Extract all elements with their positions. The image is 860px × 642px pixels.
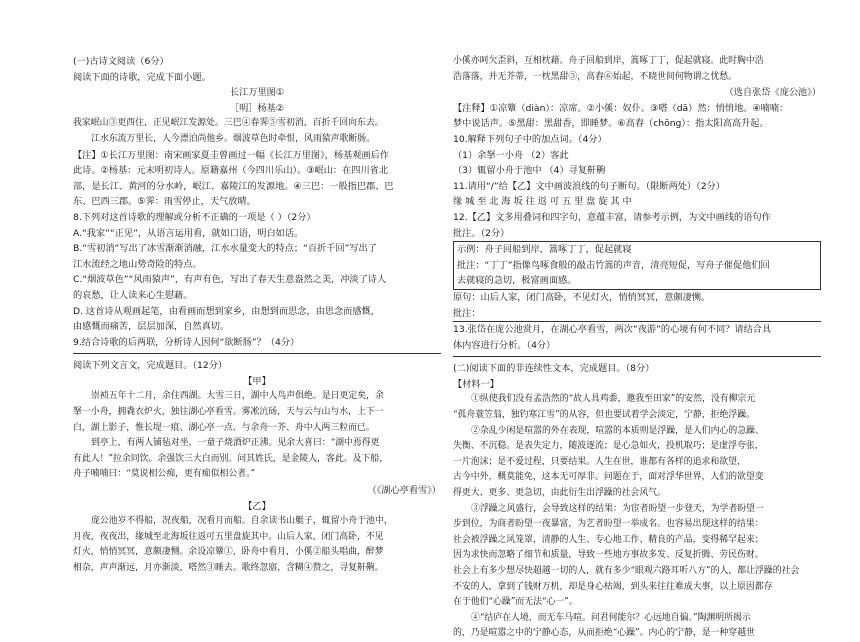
right-line: 得更大、更多、更急切，由此衍生出浮躁的社会风气。 bbox=[453, 488, 666, 499]
left-line: ［明］杨基② bbox=[229, 102, 285, 114]
right-line: ③浮躁之风盛行，会导致这样的结果：为宦者盼望一步登天，为学者盼望一 bbox=[471, 503, 764, 514]
right-line: （选自张岱《庞公池》） bbox=[724, 87, 821, 99]
right-line: 古今中外，概莫能免，这本无可厚非。问题在于，面对浮华世界，人们的欲望变 bbox=[453, 472, 764, 483]
right-line: 浩落落，并无芥蒂，一枕黑甜⑤，高舂⑥始起，不晓世间何物谓之忧愁。 bbox=[453, 71, 737, 82]
left-line: 拏一小舟，拥毳衣炉火，独往湖心亭看雪。雾凇沆砀，天与云与山与水，上下一 bbox=[73, 407, 384, 418]
left-line: 此诗。②杨基：元末明初诗人。原籍嘉州（今四川乐山）。③岷山：在四川省北 bbox=[73, 165, 389, 177]
left-line: 9.结合诗歌的后两联，分析诗人因何“欲断肠”？（4分） bbox=[73, 336, 300, 348]
left-line: 有此人！”拉余同饮。余强饮三大白而别。问其姓氏，是金陵人，客此。及下船， bbox=[73, 453, 389, 464]
right-line: 12.【乙】文多用叠词和四字句，意蕴丰富，请参考示例，为文中画线的语句作 bbox=[453, 211, 771, 223]
left-line: 到亭上，有两人铺毡对坐，一童子烧酒炉正沸。见余大喜曰：“湖中焉得更 bbox=[91, 438, 380, 449]
left-line: 8.下列对这首诗歌的理解或分析不正确的一项是（ ）（2分） bbox=[73, 211, 316, 223]
left-line: 灯火，悄悄冥冥，意颇凄恻。余设凉簟①，卧舟中看月，小傒②船头唱曲，醉梦 bbox=[73, 547, 384, 558]
right-line: 【材料一】 bbox=[453, 378, 499, 390]
right-line: （3）辄留小舟于池中 （4）寻复鼾齁 bbox=[453, 165, 606, 177]
right-line: （1）余拏一小舟 （2）客此 bbox=[453, 149, 569, 161]
left-line: 东、巴西三郡。⑤霁：雨雪停止，天气放晴。 bbox=[73, 196, 256, 208]
left-line: 长江万里图① bbox=[229, 87, 285, 99]
right-column bbox=[453, 54, 821, 642]
right-line: 因为求快而忽略了细节和质量，导致一些地方事故多发、反复折腾、劳民伤财。 bbox=[453, 550, 764, 561]
right-line: 的，乃是喧嚣之中的宁静心态，从而拒绝“心躁”。内心的宁静，是一种穿越世 bbox=[453, 628, 755, 639]
left-line: 我家岷山③更西住，正见岷江发源处。三巴④春霁⑤雪初消，百折千回向东去。 bbox=[73, 118, 384, 129]
right-line: 缘 城 至 北 海 坂 往 返 可 五 里 盘 旋 其 中 bbox=[453, 196, 632, 208]
right-line: 批注： bbox=[453, 306, 821, 323]
left-line: 相杂，声声渐远，月亦渐淡，嗒然③睡去。歌终忽寤，含糊④赞之，寻复鼾齁。 bbox=[73, 563, 384, 573]
left-line bbox=[73, 353, 441, 354]
left-line: 由感慨而痛苦，层层加深，自然真切。 bbox=[73, 321, 230, 333]
right-line: 去就寝的急切，极富画面感。 bbox=[453, 273, 821, 290]
right-line: 在于他们“心躁”而无法“心一”。 bbox=[453, 597, 578, 608]
right-line: 社会被浮躁之风笼罩，清静的人生、专心地工作、精良的产品，变得稀罕起来； bbox=[453, 534, 764, 545]
left-line: 【乙】 bbox=[243, 500, 271, 512]
left-line: D. 这首诗从观画起笔，由看画而想到家乡，由想到而思念，由思念而感慨， bbox=[73, 305, 380, 317]
right-line: 体内容进行分析。（4分） bbox=[453, 339, 556, 351]
right-line: (二)阅读下面的非连续性文本，完成题目。（8分） bbox=[453, 363, 655, 375]
left-line: 阅读下面的诗歌，完成下面小题。 bbox=[73, 71, 211, 83]
left-line: 庞公池岁不得船，况夜船，况看月而船。自余读书山艇子，辄留小舟于池中， bbox=[91, 516, 393, 527]
left-line: 月夜，夜夜出，缘城至北海坂往返可五里盘旋其中。山后人家，闭门高卧，不见 bbox=[73, 531, 384, 542]
left-line: 【注】①长江万里图：南宋画家夏圭曾画过一幅《长江万里图》，杨基观画后作 bbox=[73, 149, 390, 161]
right-line: 11.请用“/”给【乙】文中画波浪线的句子断句。（限断两处）（2分） bbox=[453, 180, 725, 192]
left-line: 江水东流万里长，人今漂泊尚他乡。烟波草色时牵恨，风雨猿声歌断肠。 bbox=[91, 133, 375, 144]
left-line: 白，湖上影子，惟长堤一痕、湖心亭一点、与余舟一芥、舟中人两三粒而已。 bbox=[73, 422, 375, 433]
right-line: 示例：舟子回船到岸，篙啄丁丁，促起就寝 bbox=[453, 241, 821, 258]
right-line: 【注释】①凉簟（diàn）：凉席。②小傒：奴仆。③嗒（dā）然：悄悄地。④喃喃： bbox=[453, 102, 789, 114]
right-line: 失衡、不沉稳。是表失定力，随波逐流；是心急如火，投机取巧；是虚浮夸张， bbox=[453, 441, 764, 452]
right-line: 原句：山后人家，闭门高卧，不见灯火，悄悄冥冥，意颇凄恻。 bbox=[453, 291, 711, 303]
left-line: 的哀愁，让人读来心生慰藉。 bbox=[73, 289, 193, 301]
right-line: 13.张岱在庞公池赏月，在湖心亭看雪，两次“夜游”的心境有何不同？请结合具 bbox=[453, 324, 772, 336]
right-line: 社会上有多少想尽快超越一切的人，就有多少“眼观六路耳听八方”的人，都让浮躁的社会 bbox=[453, 566, 800, 576]
left-line: 【甲】 bbox=[243, 375, 271, 387]
left-line: C.“烟波草色”“风雨猿声”，有声有色，写出了春天生意盎然之美，冲淡了诗人 bbox=[73, 274, 387, 286]
right-line: 梦中说话声。⑤黑甜：黑甜香，即睡梦。⑥高舂（chōng）：指太阳高高升起。 bbox=[453, 118, 769, 130]
left-line: A.“我家”“正见”，从语言运用看，就如口语，明白如话。 bbox=[73, 227, 304, 239]
right-line: 批注：“丁丁”指像鸟啄食般的敲击竹篙的声音，清亮短促，写舟子催促他们回 bbox=[453, 258, 821, 274]
right-line: 步到位，为商者盼望一夜暴富，为艺者盼望一举成名。也容易出现这样的结果： bbox=[453, 519, 764, 530]
left-line: 崇祯五年十二月，余住西湖。大雪三日，湖中人鸟声俱绝。是日更定矣，余 bbox=[91, 391, 384, 402]
right-line: 不安的人，拿到了钱财万机，却是身心枯竭，到头来往往难成大事，以上原因都存 bbox=[453, 581, 773, 592]
left-line: B.“雪初消”写出了冰雪渐渐消融，江水水量变大的特点；“百折千回”写出了 bbox=[73, 243, 377, 255]
left-column bbox=[73, 54, 441, 577]
right-line: 小傒亦呵欠歪斜，互相枕藉。舟子回船到岸，篙啄丁丁，促起就寝。此时胸中浩 bbox=[453, 56, 764, 66]
right-line: ④“结庐在人境，而无车马喧。问君何能尔？心远地自偏。”陶渊明所揭示 bbox=[471, 612, 751, 623]
left-line: 江水流经之地山势奇险的特点。 bbox=[73, 258, 202, 270]
right-line: ①纵使我们没有孟浩然的“故人具鸡黍，邀我至田家”的安然，没有柳宗元 bbox=[471, 394, 756, 405]
right-line: 一片泡沫；是不爱过程，只要结果。人生在世，谁都有各样的追求和欲望， bbox=[453, 456, 746, 467]
right-line bbox=[453, 356, 821, 357]
left-line: （《湖心亭看雪》） bbox=[367, 485, 441, 497]
right-line: 批注。（2分） bbox=[453, 227, 510, 239]
left-line: (一)古诗文阅读（6分） bbox=[73, 56, 169, 67]
right-line: 10.解释下列句子中的加点词。（4分） bbox=[453, 133, 607, 145]
left-line: 舟子喃喃曰：“莫说相公痴，更有痴似相公者。” bbox=[73, 469, 256, 480]
right-line: ②杂乱少闲是喧嚣的外在表现，喧嚣的本质则是浮躁，是人们内心的急躁、 bbox=[471, 425, 764, 436]
right-line: “孤舟蓑笠翁，独钓寒江雪”的从容，但也要试着学会淡定，宁静，拒绝浮躁。 bbox=[453, 410, 755, 421]
left-line: 部，是长江、黄河的分水岭，岷江、嘉陵江的发源地。④三巴：一般指巴郡、巴 bbox=[73, 180, 394, 192]
left-line: 阅读下列文言文，完成题目。（12分） bbox=[73, 360, 228, 372]
